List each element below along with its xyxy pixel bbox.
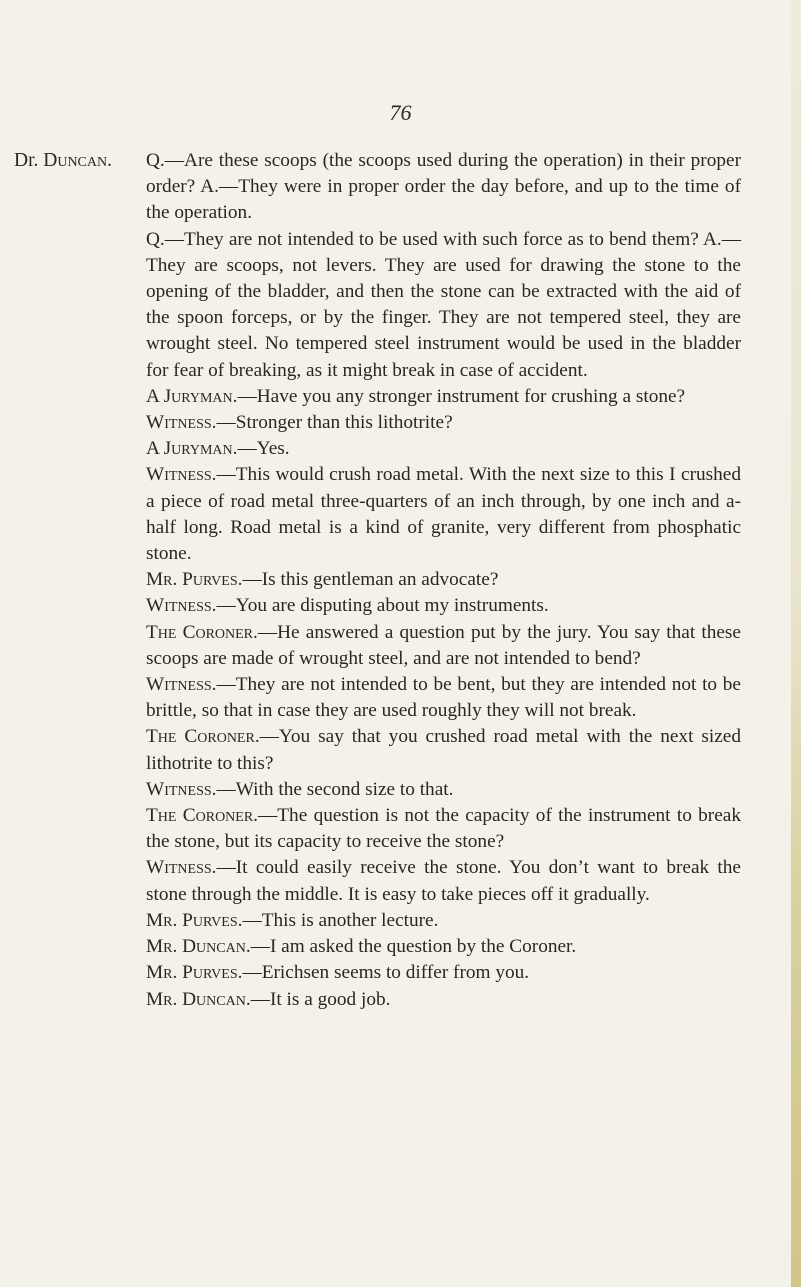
- speaker-name: Witness.: [146, 464, 217, 486]
- paragraph-text: —He answered a question put by the jury. You say that these scoops are made of wrought steel, and are not intended to bend?: [146, 621, 741, 669]
- paragraph-text: —Erichsen seems to differ from you.: [242, 962, 530, 984]
- paragraph-18: [146, 987, 741, 1013]
- paragraph-3: [146, 384, 741, 410]
- paragraph-text: —You say that you crushed road metal with the next sized lithotrite to this?: [146, 726, 741, 774]
- paragraph-text: Q.—Are these scoops (the scoops used during the operation) in their proper order? A.—They were in proper order the day before, and up to the time of the operation.: [146, 150, 741, 224]
- margin-speaker-name: Duncan.: [43, 150, 112, 171]
- paragraph-text: —The question is not the capacity of the instrument to break the stone, but its capacity to receive the stone?: [146, 805, 741, 853]
- speaker-name: Witness.: [146, 412, 217, 434]
- paragraph-7: [146, 567, 741, 593]
- paragraph-1: [146, 148, 741, 227]
- speaker-name: Witness.: [146, 595, 217, 617]
- speaker-name: Mr. Duncan.: [146, 936, 251, 958]
- margin-speaker-prefix: Dr.: [14, 150, 39, 171]
- speaker-name: The Coroner.: [146, 726, 260, 748]
- paragraph-2: [146, 227, 741, 384]
- page-edge-shading: [791, 0, 801, 1287]
- paragraph-text: —This is another lecture.: [242, 909, 439, 931]
- paragraph-5: [146, 436, 741, 462]
- paragraph-text: —It could easily receive the stone. You don’t want to break the stone through the middle. It is easy to take pieces off it gradually.: [146, 857, 741, 905]
- paragraph-10: [146, 672, 741, 724]
- paragraph-text: —They are not intended to be bent, but they are intended not to be brittle, so that in case they are used roughly they will not break.: [146, 674, 741, 722]
- testimony-text: [146, 148, 741, 1013]
- paragraph-text: —It is a good job.: [250, 988, 391, 1010]
- page-number: 76: [389, 100, 412, 125]
- paragraph-16: [146, 934, 741, 960]
- paragraph-6: [146, 462, 741, 567]
- paragraph-text: —Stronger than this lithotrite?: [216, 412, 453, 434]
- speaker-name: Witness.: [146, 674, 217, 696]
- paragraph-text: —This would crush road metal. With the next size to this I crushed a piece of road metal three-quarters of an inch through, by one inch and a-half long. Road metal is a kind of granite, very different from phosphatic stone.: [146, 464, 741, 565]
- paragraph-text: —Have you any stronger instrument for crushing a stone?: [237, 385, 686, 407]
- paragraph-text: —I am asked the question by the Coroner.: [250, 936, 577, 958]
- speaker-name: The Coroner.: [146, 805, 258, 827]
- speaker-name: A Juryman.: [146, 438, 238, 460]
- paragraph-9: [146, 620, 741, 672]
- speaker-name: Mr. Purves.: [146, 909, 243, 931]
- speaker-name: Mr. Purves.: [146, 962, 243, 984]
- speaker-name: A Juryman.: [146, 385, 238, 407]
- paragraph-8: [146, 593, 741, 619]
- paragraph-4: [146, 410, 741, 436]
- paragraph-15: [146, 908, 741, 934]
- speaker-name: Mr. Purves.: [146, 569, 243, 591]
- speaker-name: The Coroner.: [146, 621, 258, 643]
- paragraph-17: [146, 960, 741, 986]
- paragraph-12: [146, 777, 741, 803]
- paragraph-11: [146, 724, 741, 776]
- paragraph-text: —With the second size to that.: [216, 778, 454, 800]
- paragraph-13: [146, 803, 741, 855]
- speaker-name: Witness.: [146, 857, 217, 879]
- paragraph-text: Q.—They are not intended to be used with such force as to bend them? A.—They are scoops, not levers. They are used for drawing the stone to the opening of the bladder, and then the stone can be extracted with the aid of the spoon forceps, or by the finger. They are not tempered steel, they are wrought steel. No tempered steel instrument would be used in the bladder for fear of breaking, as it might break in case of accident.: [146, 228, 741, 381]
- speaker-name: Mr. Duncan.: [146, 988, 251, 1010]
- paragraph-text: —You are disputing about my instruments.: [216, 595, 549, 617]
- paragraph-text: —Is this gentleman an advocate?: [242, 569, 499, 591]
- speaker-name: Witness.: [146, 778, 217, 800]
- paragraph-14: [146, 855, 741, 907]
- paragraph-text: —Yes.: [237, 438, 290, 460]
- margin-speaker-label: [14, 150, 112, 172]
